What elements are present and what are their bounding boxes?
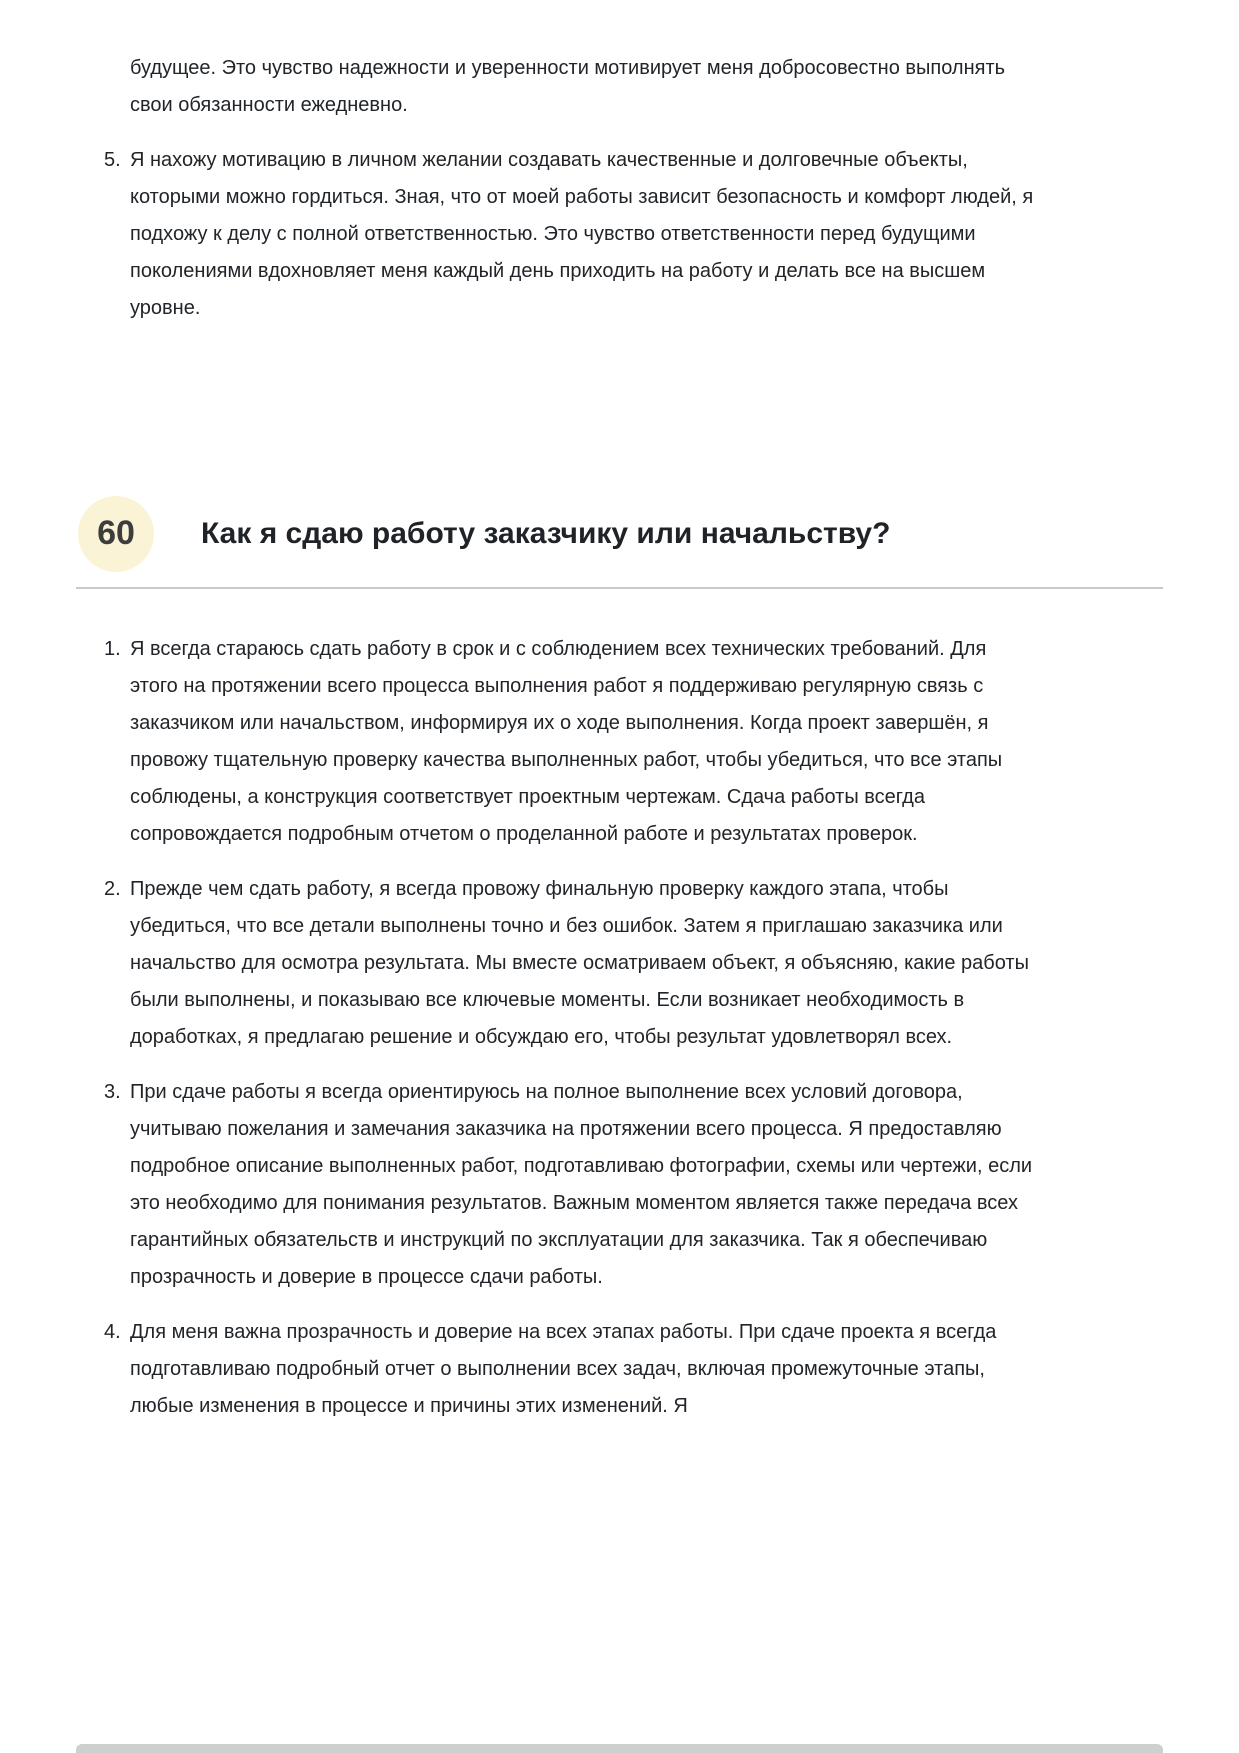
list-item bbox=[76, 142, 1064, 327]
list-item bbox=[76, 871, 1064, 1056]
question-number: 60 bbox=[97, 514, 135, 553]
list-item-number: 3. bbox=[104, 1080, 121, 1103]
list-item-number: 4. bbox=[104, 1320, 121, 1343]
question-number-badge bbox=[78, 496, 154, 572]
list-item-number: 5. bbox=[104, 149, 121, 171]
list-item-text: Прежде чем сдать работу, я всегда провожу финальную проверку каждого этапа, чтобы убедиться, что все детали выполнены точно и без ошибок. Затем я приглашаю заказчика или начальство для осмотра результата. Мы вместе осматриваем объект, я объясняю, какие работы были выполнены, и показываю все ключевые моменты. Если возникает необходимость в доработках, я предлагаю решение и обсуждаю его, чтобы результат удовлетворял всех. bbox=[130, 877, 1029, 1048]
list-item-text: Я всегда стараюсь сдать работу в срок и с соблюдением всех технических требований. Для этого на протяжении всего процесса выполнения работ я поддерживаю регулярную связь с заказчиком или начальством, информируя их о ходе выполнения. Когда проект завершён, я провожу тщательную проверку качества выполненных работ, чтобы убедиться, что все этапы соблюдены, а конструкция соответствует проектным чертежам. Сдача работы всегда сопровождается подробным отчетом о проделанной работе и результатах проверок. bbox=[130, 637, 1003, 845]
list-item bbox=[76, 631, 1064, 853]
list-item-text: Для меня важна прозрачность и доверие на всех этапах работы. При сдаче проекта я всегда подготавливаю подробный отчет о выполнении всех задач, включая промежуточные этапы, любые изменения в процессе и причины этих изменений. Я bbox=[130, 1320, 997, 1417]
list-item-text: При сдаче работы я всегда ориентируюсь на полное выполнение всех условий договора, учитываю пожелания и замечания заказчика на протяжении всего процесса. Я предоставляю подробное описание выполненных работ, подготавливаю фотографии, схемы или чертежи, если это необходимо для понимания результатов. Важным моментом является также передача всех гарантийных обязательств и инструкций по эксплуатации для заказчика. Так я обеспечиваю прозрачность и доверие в процессе сдачи работы. bbox=[130, 1080, 1033, 1288]
section-divider bbox=[76, 587, 1163, 589]
section-header bbox=[76, 495, 1163, 573]
section-title: Как я сдаю работу заказчику или начальству? bbox=[201, 517, 891, 551]
list-item-text: Я нахожу мотивацию в личном желании создавать качественные и долговечные объекты, которыми можно гордиться. Зная, что от моей работы зависит безопасность и комфорт людей, я подхожу к делу с полной ответственностью. Это чувство ответственности перед будущими поколениями вдохновляет меня каждый день приходить на работу и делать все на высшем уровне. bbox=[130, 149, 1034, 319]
continuation-paragraph: будущее. Это чувство надежности и уверенности мотивирует меня добросовестно выполнять свои обязанности ежедневно. bbox=[130, 57, 1006, 116]
answers-list bbox=[76, 631, 1163, 1425]
list-item bbox=[76, 1314, 1064, 1425]
page-bottom-divider bbox=[76, 1744, 1163, 1753]
list-item bbox=[76, 1074, 1064, 1296]
list-item-number: 2. bbox=[104, 877, 121, 900]
list-item-number: 1. bbox=[104, 637, 121, 660]
